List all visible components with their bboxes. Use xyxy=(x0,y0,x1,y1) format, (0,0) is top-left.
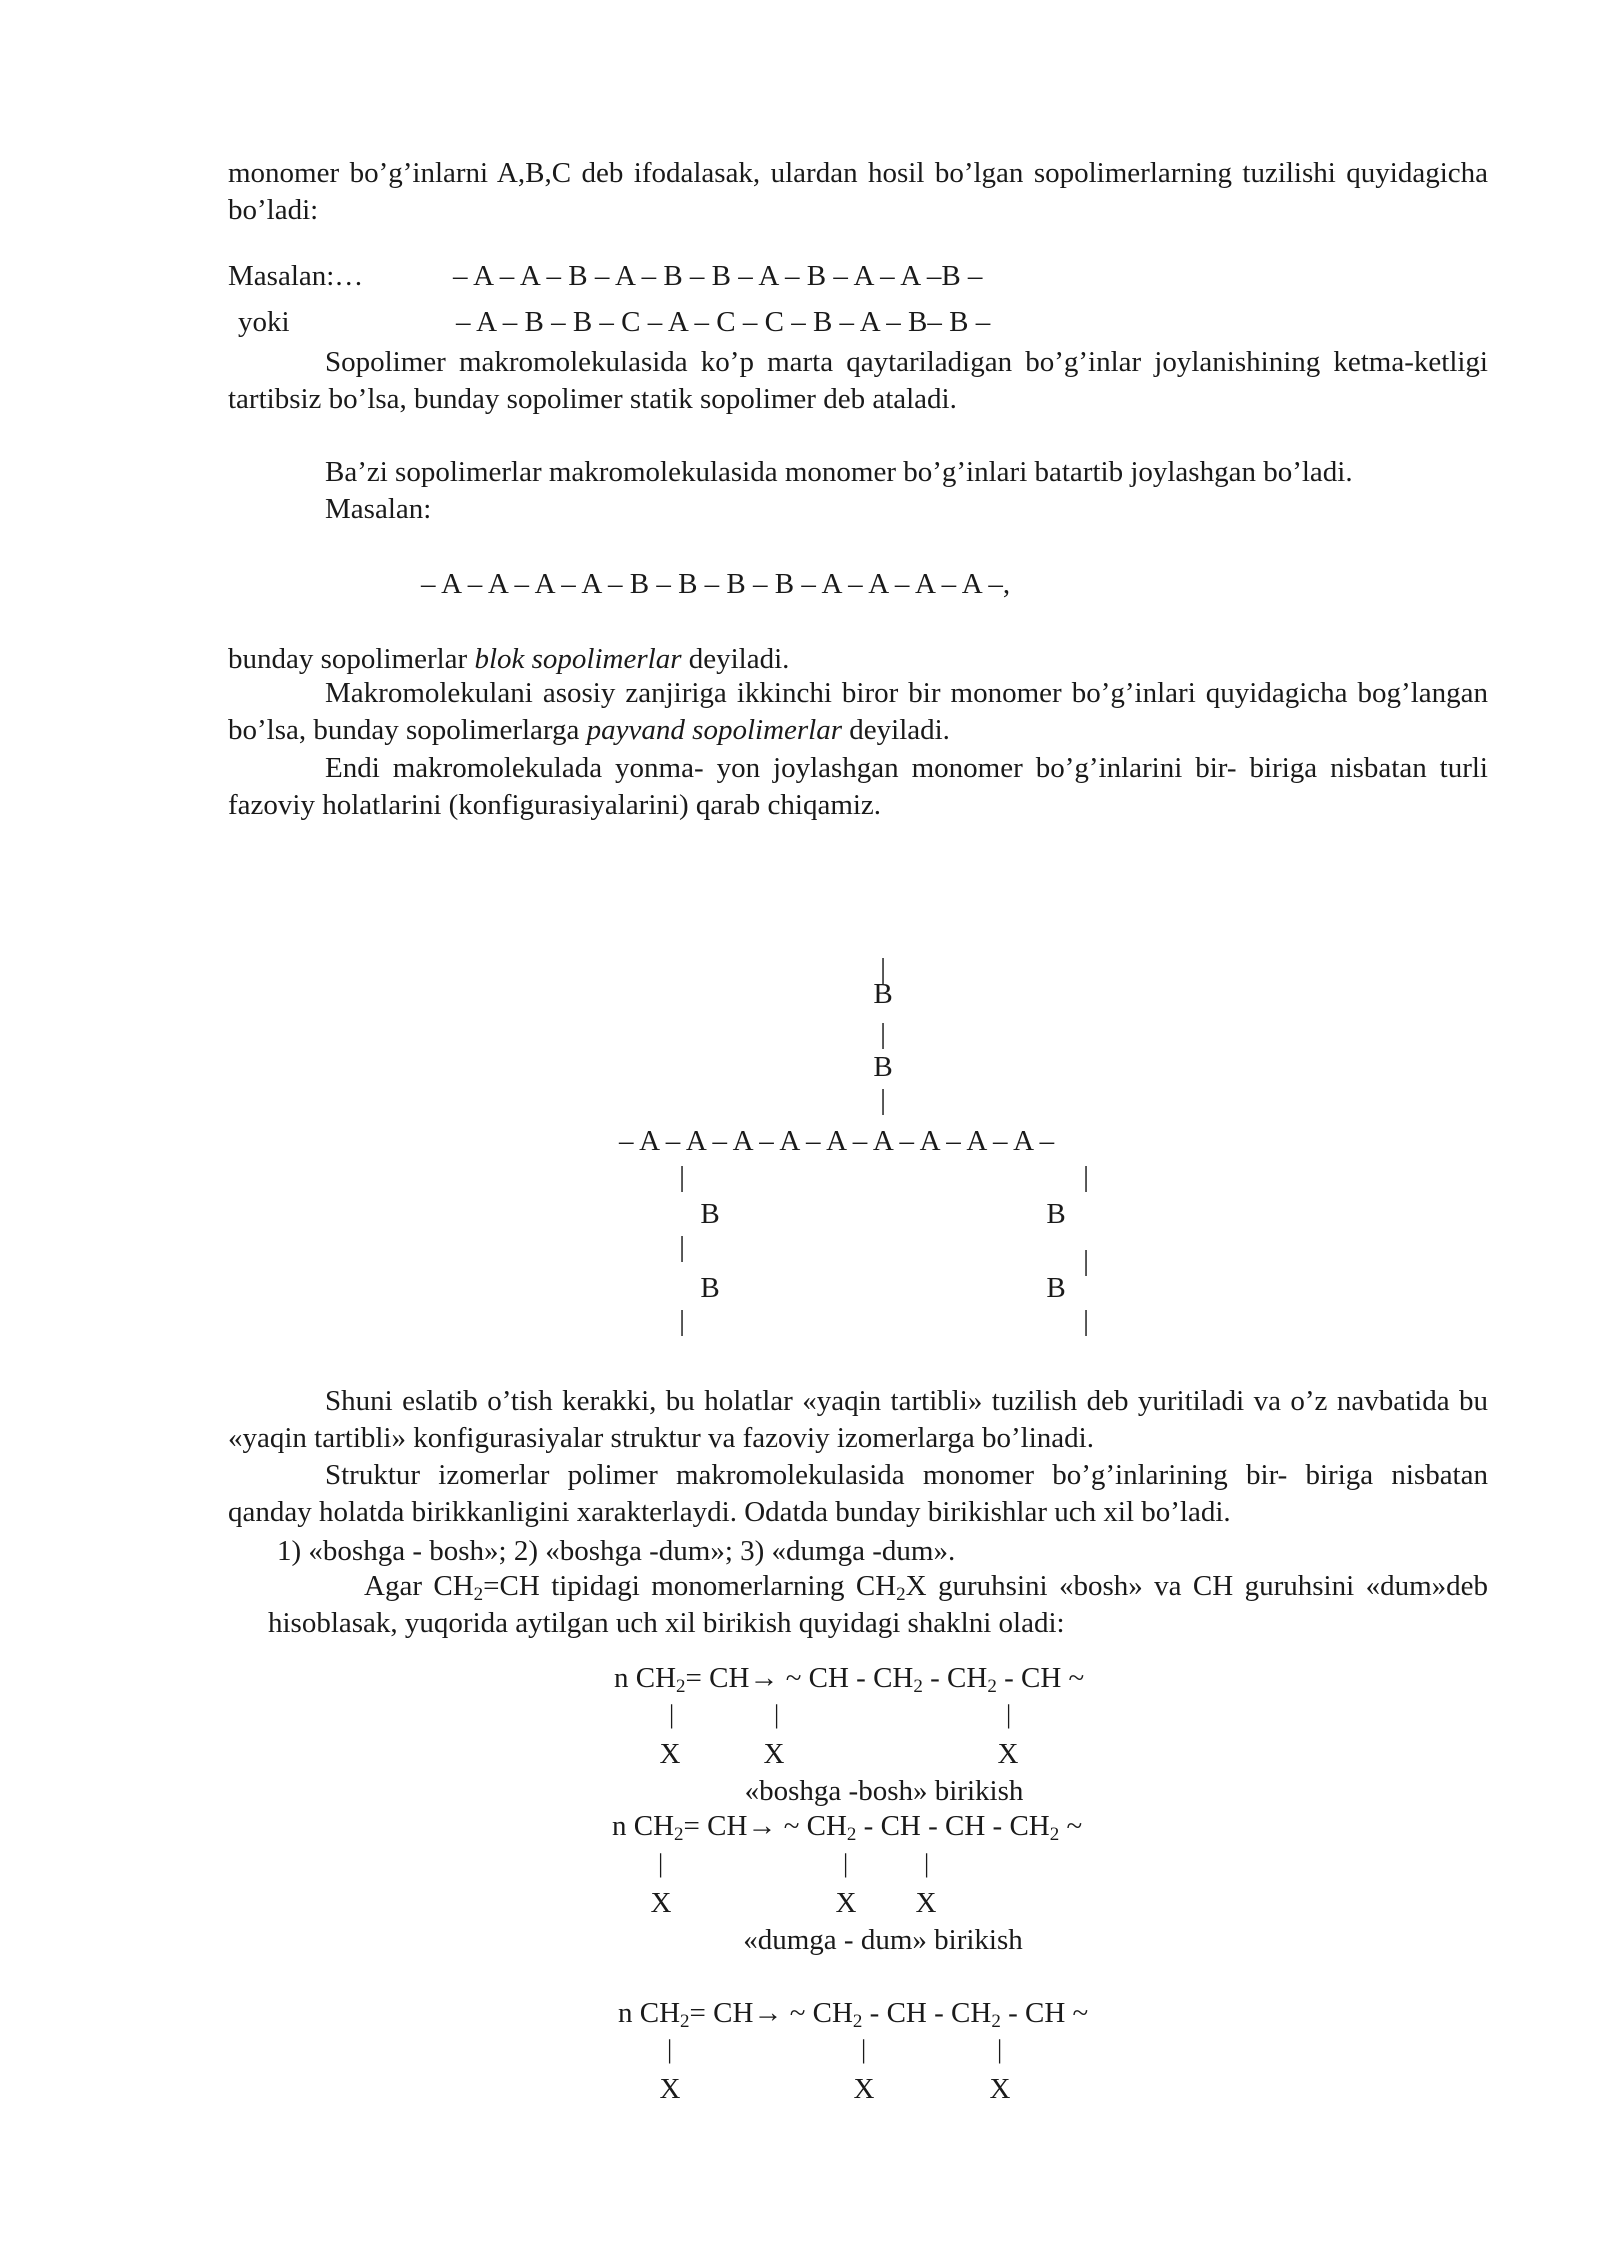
agar-paragraph: Agar $CH_2=CH$ tipidagi monomerlarning $CH_2X$ guruhsini «bosh» va CH guruhsini «dum»deb hisoblasak, yuqorida aytilgan uch xil birikish quyidagi shaklni oladi: xyxy=(268,1570,1488,1639)
reaction-3-x-3: X xyxy=(989,2073,1011,2105)
addition-types-list: 1) «boshga - bosh»; 2) «boshga -dum»; 3) «dumga -dum». xyxy=(277,1535,956,1567)
bond-top-3: | xyxy=(880,1084,886,1116)
reaction-1-bond-3: | xyxy=(1006,1700,1012,1729)
reaction-1-x-1: X xyxy=(659,1738,681,1770)
block-term: blok sopolimerlar xyxy=(474,643,682,675)
statistic-paragraph: Sopolimer makromolekulasida ko’p marta qaytariladigan bo’g’inlar joylanishining ketma-ketligi tartibsiz bo’lsa, bunday sopolimer statik sopolimer deb ataladi. xyxy=(228,346,1488,415)
branch-unit-top-1: B xyxy=(873,978,893,1010)
branch-unit-left-2: B xyxy=(700,1272,720,1304)
example-label-1: Masalan:… xyxy=(228,260,364,292)
graft-definition: Makromolekulani asosiy zanjiriga ikkinchi biror bir monomer bo’g’inlari quyidagicha bog’langan bo’lsa, bunday sopolimerlarga payvand sopolimerlar deyiladi. xyxy=(228,677,1488,746)
reaction-3-bond-1: | xyxy=(667,2035,673,2064)
reaction-3-bond-3: | xyxy=(997,2035,1003,2064)
example-chain-2: – A – B – B – C – A – C – C – B – A – B– B – xyxy=(456,306,991,338)
branch-unit-right-1: B xyxy=(1046,1198,1066,1230)
reaction-3-x-1: X xyxy=(659,2073,681,2105)
reaction-2-caption: «dumga - dum» birikish xyxy=(743,1924,1023,1956)
reaction-1-bond-1: | xyxy=(669,1700,675,1729)
bond-right-3: | xyxy=(1083,1305,1089,1337)
reaction-2-x-3: X xyxy=(915,1887,937,1919)
bond-right-1: | xyxy=(1083,1161,1089,1193)
reaction-1-caption: «boshga -bosh» birikish xyxy=(744,1775,1024,1807)
reaction-1-bond-2: | xyxy=(774,1700,780,1729)
reaction-1-x-3: X xyxy=(997,1738,1019,1770)
structural-isomers-paragraph: Struktur izomerlar polimer makromolekulasida monomer bo’g’inlarining bir- biriga nisbatan qanday holatda birikkanligini xarakterlaydi. Odatda bunday birikishlar uch xil bo’ladi. xyxy=(228,1459,1488,1528)
reaction-2-equation: n $CH_2= CH\to$ ~ $CH_2$ - CH - CH - $CH_2$ ~ xyxy=(612,1810,1083,1845)
near-order-paragraph: Shuni eslatib o’tish kerakki, bu holatlar «yaqin tartibli» tuzilish deb yuritiladi va o’z navbatida bu «yaqin tartibli» konfigurasiyalar struktur va fazoviy izomerlarga bo’linadi. xyxy=(228,1385,1488,1454)
reaction-2-bond-3: | xyxy=(924,1849,930,1878)
main-chain: – A – A – A – A – A – A – A – A – A – xyxy=(619,1125,1055,1157)
configuration-paragraph: Endi makromolekulada yonma- yon joylashgan monomer bo’g’inlarini bir- biriga nisbatan turli fazoviy holatlarini (konfigurasiyalarini) qarab chiqamiz. xyxy=(228,752,1488,821)
reaction-3-x-2: X xyxy=(853,2073,875,2105)
block-chain: – A – A – A – A – B – B – B – B – A – A – A – A –, xyxy=(421,568,1011,600)
reaction-3-equation: n $CH_2= CH\to$ ~ $CH_2$ - CH - $CH_2$ - CH ~ xyxy=(618,1997,1089,2032)
reaction-2-bond-1: | xyxy=(658,1849,664,1878)
intro-paragraph: monomer bo’g’inlarni A,B,C deb ifodalasak, ulardan hosil bo’lgan sopolimerlarning tuzilishi quyidagicha bo’ladi: xyxy=(228,157,1488,226)
bond-top-1: | xyxy=(880,953,886,985)
reaction-1-equation: n $CH_2= CH\to$ ~ CH - $CH_2 - CH_2$ - CH ~ xyxy=(614,1662,1085,1697)
branch-unit-left-1: B xyxy=(700,1198,720,1230)
example-label-2: yoki xyxy=(238,306,290,338)
bond-left-1: | xyxy=(679,1161,685,1193)
bond-left-2: | xyxy=(679,1231,685,1263)
bond-right-2: | xyxy=(1083,1245,1089,1277)
reaction-1-x-2: X xyxy=(763,1738,785,1770)
block-example-label: Masalan: xyxy=(325,493,432,525)
branch-unit-right-2: B xyxy=(1046,1272,1066,1304)
graft-term: payvand sopolimerlar xyxy=(586,714,843,746)
block-definition: bunday sopolimerlar blok sopolimerlar deyiladi. xyxy=(228,643,790,675)
block-paragraph: Ba’zi sopolimerlar makromolekulasida monomer bo’g’inlari batartib joylashgan bo’ladi. xyxy=(325,456,1353,488)
reaction-2-bond-2: | xyxy=(843,1849,849,1878)
branch-unit-top-2: B xyxy=(873,1051,893,1083)
bond-left-3: | xyxy=(679,1305,685,1337)
example-chain-1: – A – A – B – A – B – B – A – B – A – A –B – xyxy=(453,260,983,292)
reaction-2-x-1: X xyxy=(650,1887,672,1919)
bond-top-2: | xyxy=(880,1018,886,1050)
reaction-2-x-2: X xyxy=(835,1887,857,1919)
reaction-3-bond-2: | xyxy=(861,2035,867,2064)
